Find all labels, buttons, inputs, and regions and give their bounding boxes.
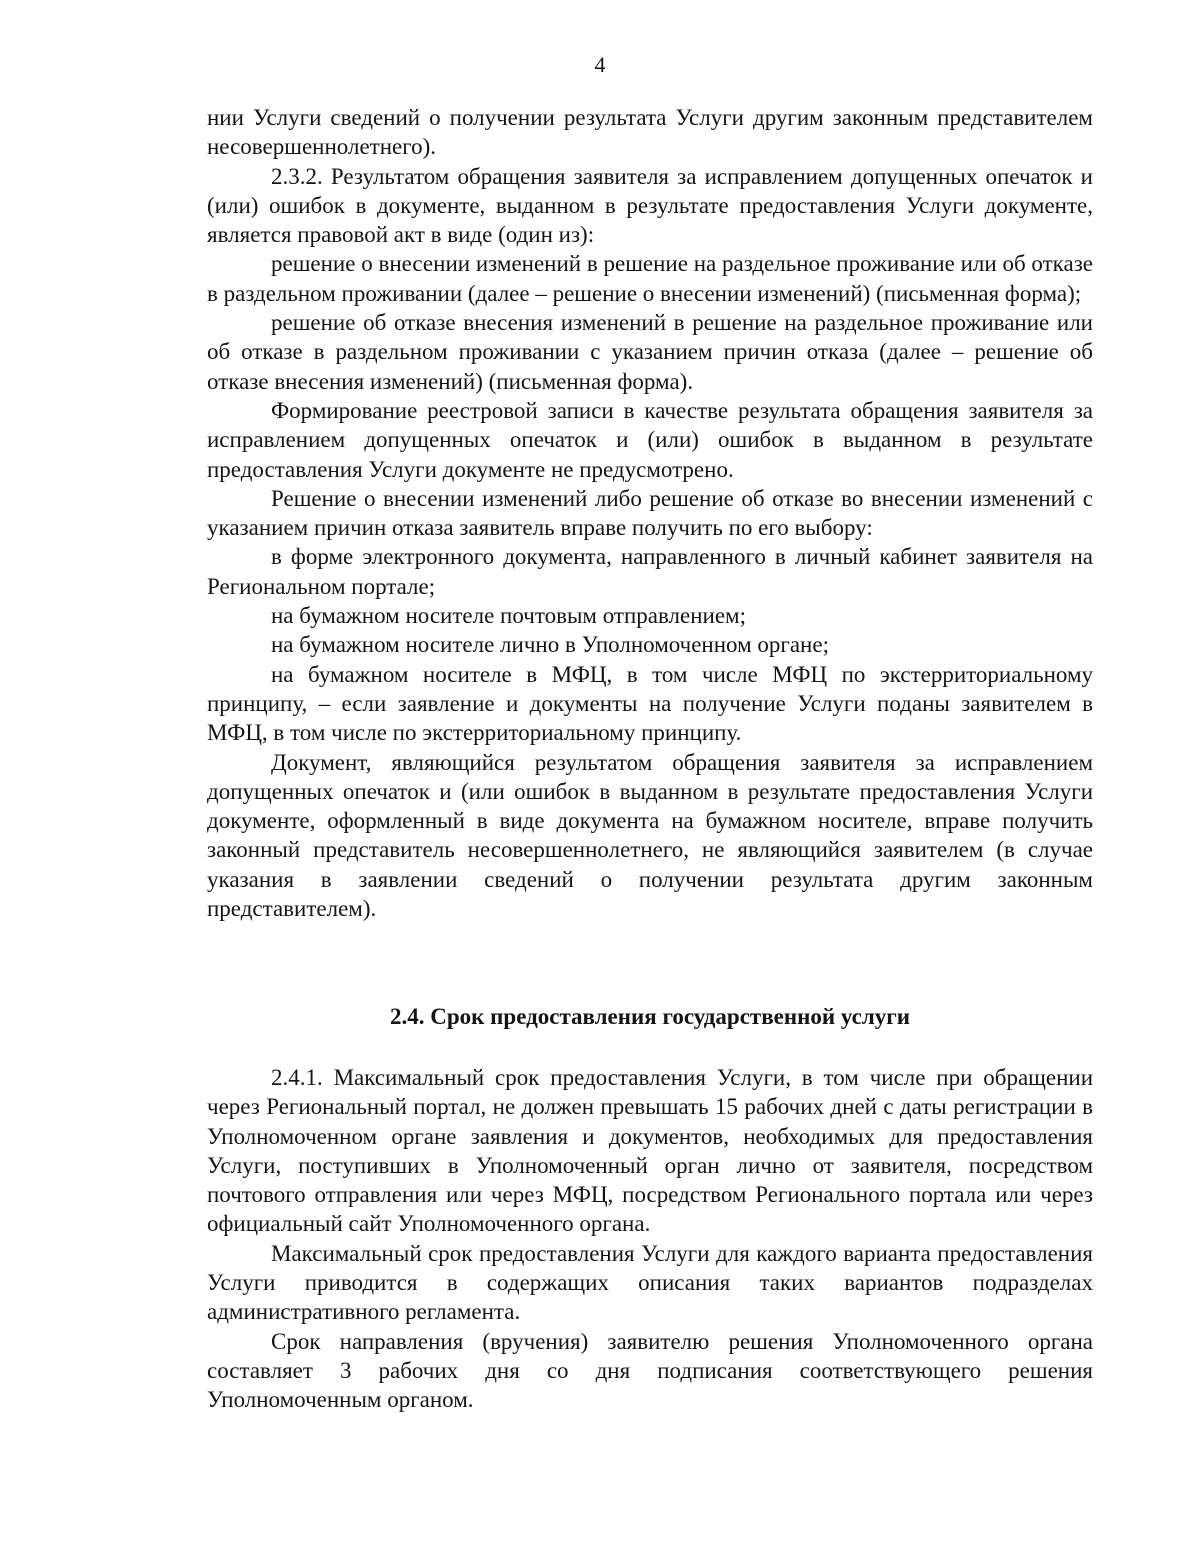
paragraph-decision-refusal: решение об отказе внесения изменений в решение на раздельное проживание или об отказе в раздельном проживании с указанием причин отказа (далее – решение об отказе внесения изменений) (письменная форма). (207, 310, 1093, 394)
paragraph-delivery-term: Срок направления (вручения) заявителю решения Уполномоченного органа составляет 3 рабочих дня со дня подписания соответствующего решения Уполномоченным органом. (207, 1328, 1093, 1413)
list-item-in-person: на бумажном носителе лично в Уполномоченном органе; (271, 632, 829, 658)
paragraph-continuation: нии Услуги сведений о получении результата Услуги другим законным представителем несовершеннолетнего). (207, 105, 1093, 160)
page-number: 4 (594, 52, 606, 77)
paragraph-2-3-2: 2.3.2. Результатом обращения заявителя за исправлением допущенных опечаток и (или) ошибок в документе, выданном в результате предоставления Услуги документе, является правовой акт в виде (один из): (207, 163, 1093, 248)
paragraph-decision-change: решение о внесении изменений в решение на раздельное проживание или об отказе в раздельном проживании (далее – решение о внесении изменений) (письменная форма); (207, 251, 1093, 306)
paragraph-registry-record: Формирование реестровой записи в качестве результата обращения заявителя за исправлением допущенных опечаток и (или) ошибок в выданном в результате предоставления Услуги документе не предусмотрено. (207, 397, 1093, 482)
paragraph-legal-representative: Документ, являющийся результатом обращения заявителя за исправлением допущенных опечаток и (или ошибок в выданном в результате предоставления Услуги документе, оформленный в виде документа на бумажном носителе, вправе получить законный представитель несовершеннолетнего, не являющийся заявителем (в случае указания в заявлении сведений о получении результата другим законным представителем). (207, 749, 1093, 922)
document-body-part-1 (207, 103, 1093, 923)
paragraph-receive-options: Решение о внесении изменений либо решение об отказе во внесении изменений с указанием причин отказа заявитель вправе получить по его выбору: (207, 485, 1093, 541)
list-item-mail: на бумажном носителе почтовым отправлением; (271, 603, 746, 629)
list-item-mfc: на бумажном носителе в МФЦ, в том числе МФЦ по экстерриториальному принципу, – если заявление и документы на получение Услуги поданы заявителем в МФЦ, в том числе по экстерриториальному принципу. (207, 661, 1093, 746)
list-item-electronic: в форме электронного документа, направленного в личный кабинет заявителя на Региональном портале; (207, 544, 1093, 599)
section-heading-block (207, 1002, 1093, 1032)
document-body-part-2 (207, 1063, 1093, 1415)
section-heading: 2.4. Срок предоставления государственной услуги (390, 1004, 910, 1029)
paragraph-max-term-variants: Максимальный срок предоставления Услуги для каждого варианта предоставления Услуги приводится в содержащих описания таких вариантов подразделах административного регламента. (207, 1240, 1093, 1325)
paragraph-2-4-1: 2.4.1. Максимальный срок предоставления Услуги, в том числе при обращении через Региональный портал, не должен превышать 15 рабочих дней с даты регистрации в Уполномоченном органе заявления и документов, необходимых для предоставления Услуги, поступивших в Уполномоченный орган лично от заявителя, посредством почтового отправления или через МФЦ, посредством Регионального портала или через официальный сайт Уполномоченного органа. (207, 1065, 1093, 1237)
